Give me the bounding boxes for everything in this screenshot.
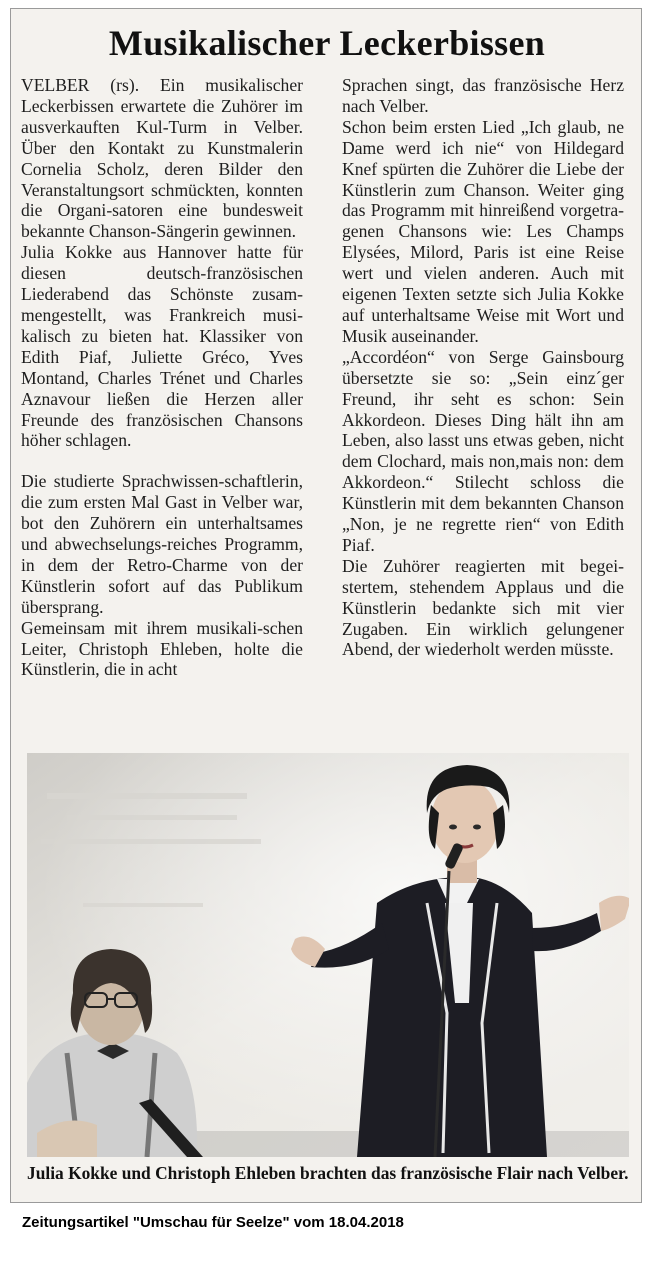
article-paragraph: Gemeinsam mit ihrem musikali-schen Leiter, Christoph Ehleben, holte die Künstlerin, die in acht [21, 617, 303, 680]
newspaper-clipping [10, 8, 642, 1203]
article-headline: Musikalischer Leckerbissen [108, 23, 546, 63]
article-column-right [342, 75, 624, 660]
article-paragraph: Sprachen singt, das französische Herz nach Velber. [342, 75, 624, 116]
article-photo [27, 753, 629, 1157]
source-note: Zeitungsartikel "Umschau für Seelze" vom 18.04.2018 [22, 1214, 404, 1231]
photo-caption: Julia Kokke und Christoph Ehleben brachten das französische Flair nach Velber. [27, 1163, 629, 1183]
article-paragraph: Julia Kokke aus Hannover hatte für diesen deutsch-französischen Liederabend das Schönste zusam-mengestellt, was Frankreich musi-kalisch zu bieten hat. Klassiker von Edith Piaf, Juliette Gréco, Yves Montand, Charles Trénet und Charles Aznavour ließen die Herzen aller Freunde des französischen Chansons höher schlagen. [21, 242, 303, 451]
article-paragraph: VELBER (rs). Ein musikalischer Leckerbissen erwartete die Zuhörer im ausverkauften Kul-Turm in Velber. Über den Kontakt zu Kunstmalerin Cornelia Scholz, deren Bilder den Veranstaltungsort schmückten, konnten die Organi-satoren eine bundesweit bekannte Chanson-Sängerin gewinnen. [21, 75, 303, 242]
article-paragraph: Schon beim ersten Lied „Ich glaub, ne Dame werd ich nie“ von Hildegard Knef spürten die Zuhörer die Liebe der Künstlerin zum Chanson. Weiter ging das Programm mit hinreißend vorgetra-genen Chansons wie: Les Champs Elysées, Milord, Paris ist eine Reise wert und vielen anderen. Auch mit eigenen Texten setzte sich Julia Kokke auf unterhaltsame Weise mit Wort und Musik auseinander. [342, 116, 624, 346]
article-paragraph: Die Zuhörer reagierten mit begei-stertem, stehendem Applaus und die Künstlerin bedankte sich mit vier Zugaben. Ein wirklich gelungener Abend, der wiederholt werden müsste. [342, 555, 624, 660]
article-paragraph: „Accordéon“ von Serge Gainsbourg übersetzte sie so: „Sein einz´ger Freund, ihr seht es schon: Sein Akkordeon. Dieses Ding hält ihn am Leben, also lasst uns etwas geben, nicht dem Clochard, mais non,mais non: dem Akkordeon.“ Stilecht schloss die Künstlerin mit dem bekannten Chanson „Non, je ne regrette rien“ von Edith Piaf. [342, 346, 624, 555]
article-column-left [21, 75, 303, 680]
article-paragraph: Die studierte Sprachwissen-schaftlerin, die zum ersten Mal Gast in Velber war, bot den Zuhörern ein unterhaltsames und abwechselungs-reiches Programm, in dem der Retro-Charme von der Künstlerin sofort auf das Publikum übersprang. [21, 471, 303, 617]
